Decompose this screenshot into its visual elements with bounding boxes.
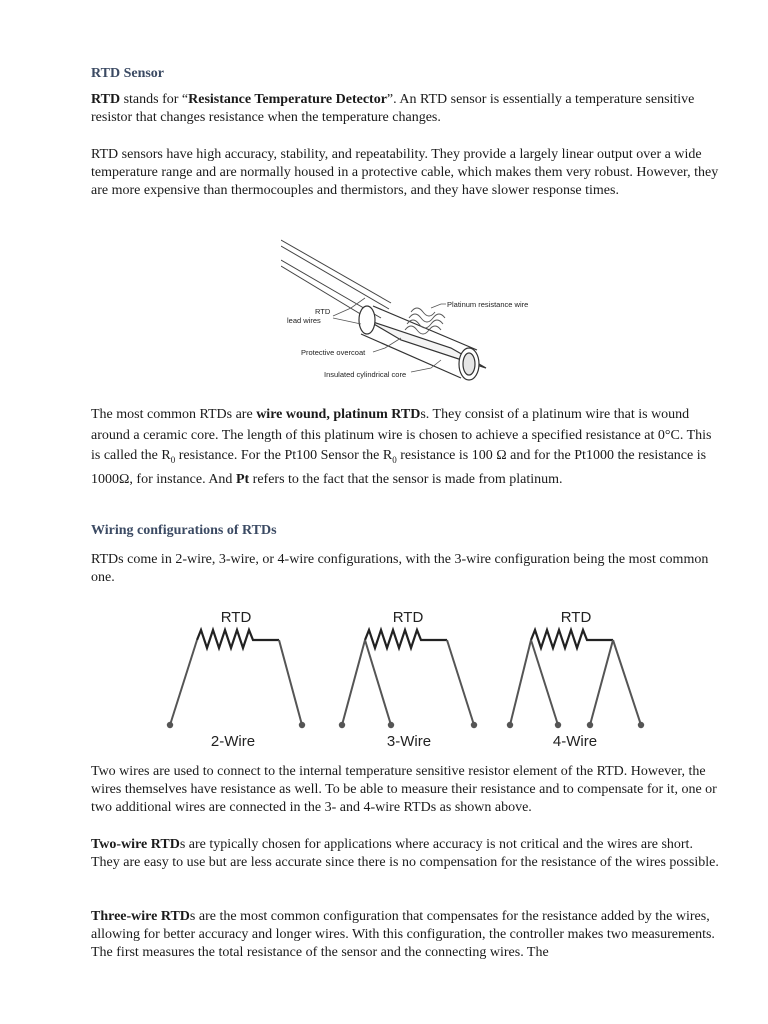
text-span: The most common RTDs are <box>91 407 257 422</box>
bold-rtd-expansion: Resistance Temperature Detector <box>188 92 387 107</box>
text-span: stands for “ <box>120 92 189 107</box>
bold-rtd: RTD <box>91 92 121 107</box>
label-rtd-lead-wires-2: lead wires <box>287 316 321 325</box>
subscript-zero: 0 <box>170 454 176 465</box>
terminal-dot <box>299 722 305 728</box>
label-rtd-lead-wires-1: RTD <box>315 307 331 316</box>
paragraph-wire-wound <box>91 405 721 491</box>
terminal-dot <box>388 722 394 728</box>
paragraph-three-wire <box>91 908 721 962</box>
caption-3wire: 3-Wire <box>386 733 432 750</box>
wire <box>365 640 391 725</box>
wire <box>613 640 641 725</box>
wire <box>342 640 365 725</box>
resistor-4wire <box>531 630 613 648</box>
paragraph-rtd-properties: RTD sensors have high accuracy, stability, and repeatability. They provide a largely linear output over a wide temperature range and are normally housed in a protective cable, which makes them very robust. However, they are more expensive than thermocouples and thermistors, and they have slower response times. <box>91 147 719 198</box>
label-insulated-core: Insulated cylindrical core <box>324 370 407 379</box>
rtd-label-4wire: RTD <box>560 609 592 626</box>
callout-lines <box>333 298 446 372</box>
paragraph-rtd-definition <box>91 91 721 127</box>
bold-two-wire: Two-wire RTD <box>91 837 180 852</box>
label-protective-overcoat: Protective overcoat <box>301 348 366 357</box>
lead-wires <box>281 240 391 324</box>
platinum-winding <box>405 308 445 334</box>
rtd-label-3wire: RTD <box>392 609 424 626</box>
wire <box>170 640 197 725</box>
text-span: s are the most common configuration that compensates for the resistance added by the wires, allowing for better accuracy and longer wires. With this configuration, the controller makes two measurements. The first measures the total resistance of the sensor and the connecting wires. The <box>91 909 715 960</box>
terminal-dot <box>507 722 513 728</box>
heading-wiring-configurations: Wiring configurations of RTDs <box>91 523 277 538</box>
label-platinum-wire: Platinum resistance wire <box>447 300 529 309</box>
wire <box>279 640 302 725</box>
cylindrical-core <box>359 306 486 380</box>
bold-wire-wound: wire wound, platinum RTD <box>256 407 421 422</box>
caption-2wire: 2-Wire <box>210 733 256 750</box>
terminal-dot <box>339 722 345 728</box>
wire <box>590 640 613 725</box>
terminal-dot <box>471 722 477 728</box>
text-span: resistance is 100 Ω and for the Pt1000 the resistance is 1000Ω, for instance. And <box>91 448 707 488</box>
text-span: refers to the fact that the sensor is made from platinum. <box>249 472 563 488</box>
terminal-dot <box>638 722 644 728</box>
bold-three-wire: Three-wire RTD <box>91 909 190 924</box>
text-span: s. They consist of a platinum wire that is wound around a ceramic core. The length of this platinum wire is chosen to achieve a specified resistance at 0°C. This is called the R <box>91 407 712 463</box>
rtd-label-2wire: RTD <box>220 609 252 626</box>
subscript-zero: 0 <box>392 454 397 465</box>
bold-pt: Pt <box>235 472 250 488</box>
terminal-dot <box>555 722 561 728</box>
wire <box>531 640 558 725</box>
paragraph-two-wire <box>91 836 721 872</box>
heading-rtd-sensor: RTD Sensor <box>91 66 165 81</box>
text-span: resistance. For the Pt100 Sensor the R <box>175 448 393 463</box>
text-span: ”. An RTD sensor is essentially a temperature sensitive resistor that changes resistance when the temperature changes. <box>91 92 695 125</box>
text-span: s are typically chosen for applications where accuracy is not critical and the wires are short. They are easy to use but are less accurate since there is no compensation for the resistance of the wires possible. <box>91 837 719 870</box>
terminal-dot <box>587 722 593 728</box>
rtd-sensor-diagram <box>281 238 541 388</box>
resistor-3wire <box>365 630 447 648</box>
wire <box>447 640 474 725</box>
resistor-2wire <box>197 630 279 648</box>
terminal-dot <box>167 722 173 728</box>
paragraph-wire-resistance: Two wires are used to connect to the internal temperature sensitive resistor element of the RTD. However, the wires themselves have resistance as well. To be able to measure their resistance and to compensate for it, one or two additional wires are connected in the 3- and 4-wire RTDs as shown above. <box>91 764 717 815</box>
rtd-wiring-diagram <box>161 600 651 750</box>
wire <box>510 640 531 725</box>
caption-4wire: 4-Wire <box>552 733 598 750</box>
paragraph-wiring-intro: RTDs come in 2-wire, 3-wire, or 4-wire configurations, with the 3-wire configuration being the most common one. <box>91 552 709 585</box>
